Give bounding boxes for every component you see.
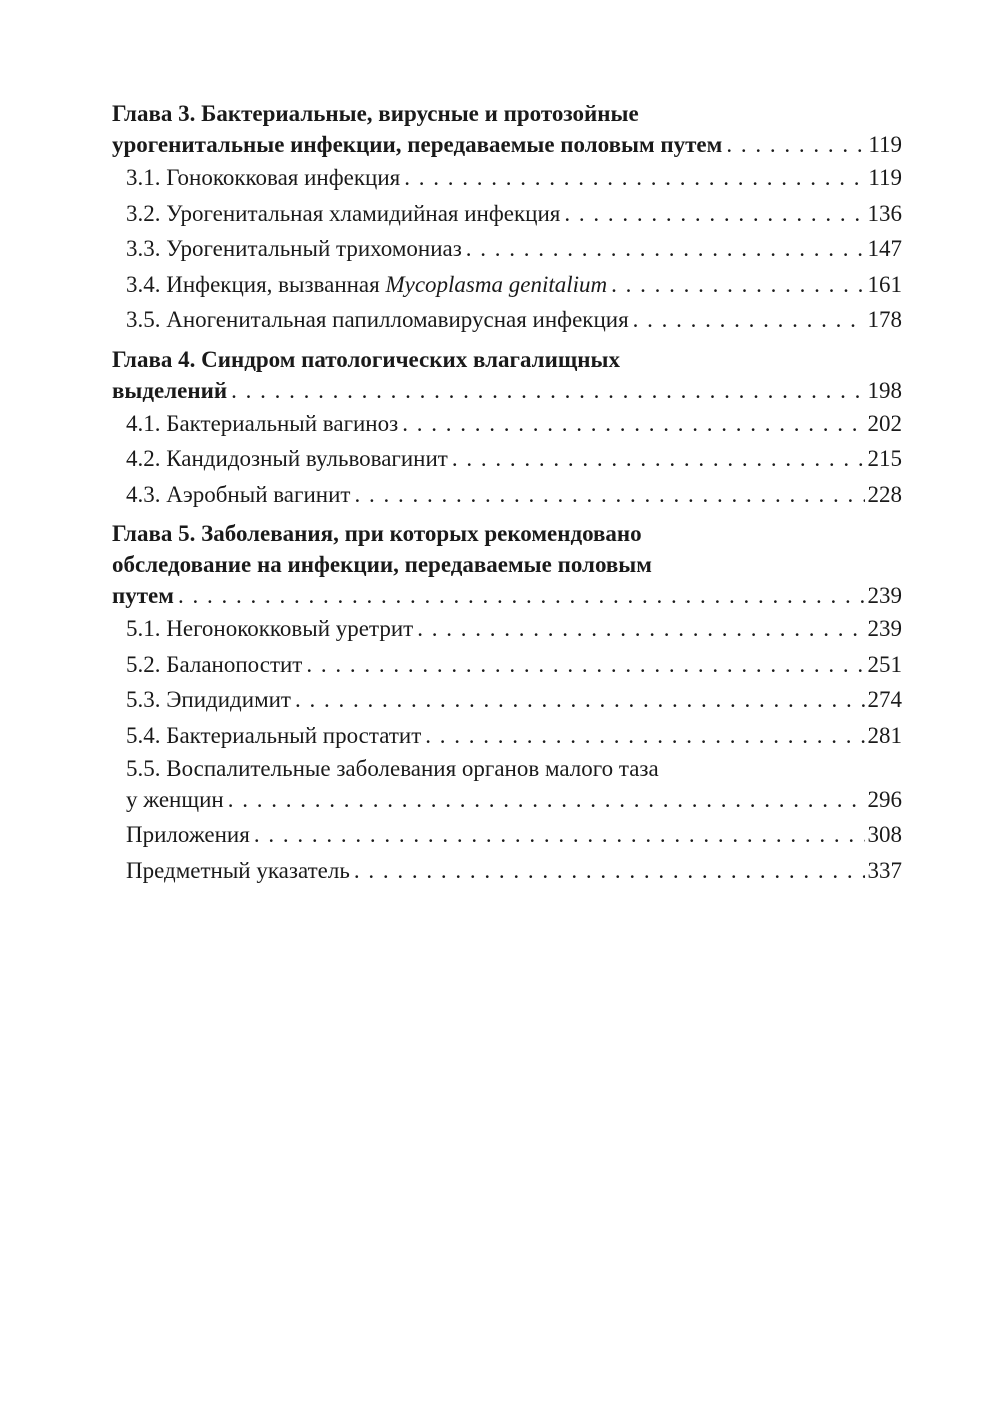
dot-leader <box>228 784 865 815</box>
dot-leader <box>306 647 864 683</box>
toc-entry-3-5[interactable] <box>112 302 902 338</box>
toc-entry-5-2[interactable] <box>112 647 902 683</box>
page-number: 239 <box>867 583 902 608</box>
page-number: 239 <box>867 616 902 641</box>
dot-leader <box>564 196 864 232</box>
chapter-entry[interactable] <box>112 129 902 160</box>
dot-leader <box>354 853 865 889</box>
section-title: 5.2. Баланопостит <box>126 651 303 677</box>
page-number: 202 <box>867 410 902 436</box>
chapter-title-line: Глава 3. Бактериальные, вирусные и протозойные <box>112 101 639 126</box>
dot-leader <box>611 267 864 303</box>
section-title: 3.3. Урогенитальный трихомониаз <box>126 236 462 261</box>
section-title: 3.5. Аногенитальная папилломавирусная инфекция <box>126 307 629 332</box>
page-number: 296 <box>867 787 902 812</box>
dot-leader <box>178 580 865 611</box>
dot-leader <box>402 406 864 442</box>
toc-entry-4-1[interactable] <box>112 406 902 442</box>
dot-leader <box>354 477 864 513</box>
toc-entry-index[interactable] <box>112 853 902 889</box>
page-number: 251 <box>867 651 902 677</box>
table-of-contents <box>112 98 902 888</box>
chapter-entry[interactable] <box>112 580 902 611</box>
section-title: 5.4. Бактериальный простатит <box>126 722 422 748</box>
section-title: 3.1. Гонококковая инфекция <box>126 165 401 190</box>
page-number: 215 <box>867 446 902 471</box>
toc-entry-5-3[interactable] <box>112 682 902 718</box>
page-number: 147 <box>867 236 902 261</box>
section-title: Приложения <box>126 822 250 847</box>
section-title: 4.3. Аэробный вагинит <box>126 481 351 507</box>
chapter-title-line: урогенитальные инфекции, передаваемые половым путем <box>112 132 723 157</box>
page-number: 136 <box>867 200 902 226</box>
chapter-5-heading <box>112 518 902 611</box>
page-number: 178 <box>867 307 902 332</box>
dot-leader <box>295 682 865 718</box>
page-number: 119 <box>868 132 902 157</box>
page-number: 281 <box>867 722 902 748</box>
page-number: 119 <box>868 165 902 190</box>
section-title: 4.2. Кандидозный вульвовагинит <box>126 446 448 471</box>
toc-entry-5-5[interactable] <box>112 753 902 815</box>
chapter-4-heading <box>112 344 902 406</box>
section-title-line: 5.5. Воспалительные заболевания органов малого таза <box>126 756 659 781</box>
section-title: Предметный указатель <box>126 857 350 883</box>
section-title-line: у женщин <box>126 787 224 812</box>
section-title: 5.1. Негонококковый уретрит <box>126 616 414 641</box>
page-number: 308 <box>867 822 902 847</box>
chapter-entry[interactable] <box>112 375 902 406</box>
toc-entry-3-2[interactable] <box>112 196 902 232</box>
section-entry-line <box>126 784 902 815</box>
section-title: 4.1. Бактериальный вагиноз <box>126 410 399 436</box>
section-title: 3.2. Урогенитальная хламидийная инфекция <box>126 200 561 226</box>
chapter-title-line: обследование на инфекции, передаваемые половым <box>112 552 652 577</box>
chapter-title-line: выделений <box>112 377 228 403</box>
page-number: 274 <box>867 687 902 712</box>
section-title: 5.3. Эпидидимит <box>126 687 291 712</box>
toc-entry-3-1[interactable] <box>112 160 902 196</box>
dot-leader <box>425 718 864 754</box>
dot-leader <box>231 375 864 406</box>
page-number: 161 <box>867 271 902 297</box>
toc-entry-4-2[interactable] <box>112 441 902 477</box>
toc-entry-5-4[interactable] <box>112 718 902 754</box>
chapter-title-line: путем <box>112 583 174 608</box>
dot-leader <box>254 817 865 853</box>
dot-leader <box>633 302 865 338</box>
toc-entry-5-1[interactable] <box>112 611 902 647</box>
dot-leader <box>417 611 864 647</box>
section-title-italic: Mycoplasma genitalium <box>385 271 608 297</box>
toc-entry-appendix[interactable] <box>112 817 902 853</box>
section-title <box>126 267 607 303</box>
page-number: 337 <box>867 857 902 883</box>
chapter-title-line: Глава 5. Заболевания, при которых рекомендовано <box>112 521 642 546</box>
dot-leader <box>466 231 865 267</box>
toc-entry-3-4[interactable] <box>112 267 902 303</box>
chapter-title-line: Глава 4. Синдром патологических влагалищных <box>112 346 620 372</box>
chapter-3-heading <box>112 98 902 160</box>
dot-leader <box>726 129 865 160</box>
dot-leader <box>404 160 865 196</box>
page-number: 228 <box>867 481 902 507</box>
page-number: 198 <box>867 377 902 403</box>
section-title-prefix: 3.4. Инфекция, вызванная <box>126 271 386 297</box>
toc-entry-4-3[interactable] <box>112 477 902 513</box>
toc-entry-3-3[interactable] <box>112 231 902 267</box>
dot-leader <box>452 441 865 477</box>
